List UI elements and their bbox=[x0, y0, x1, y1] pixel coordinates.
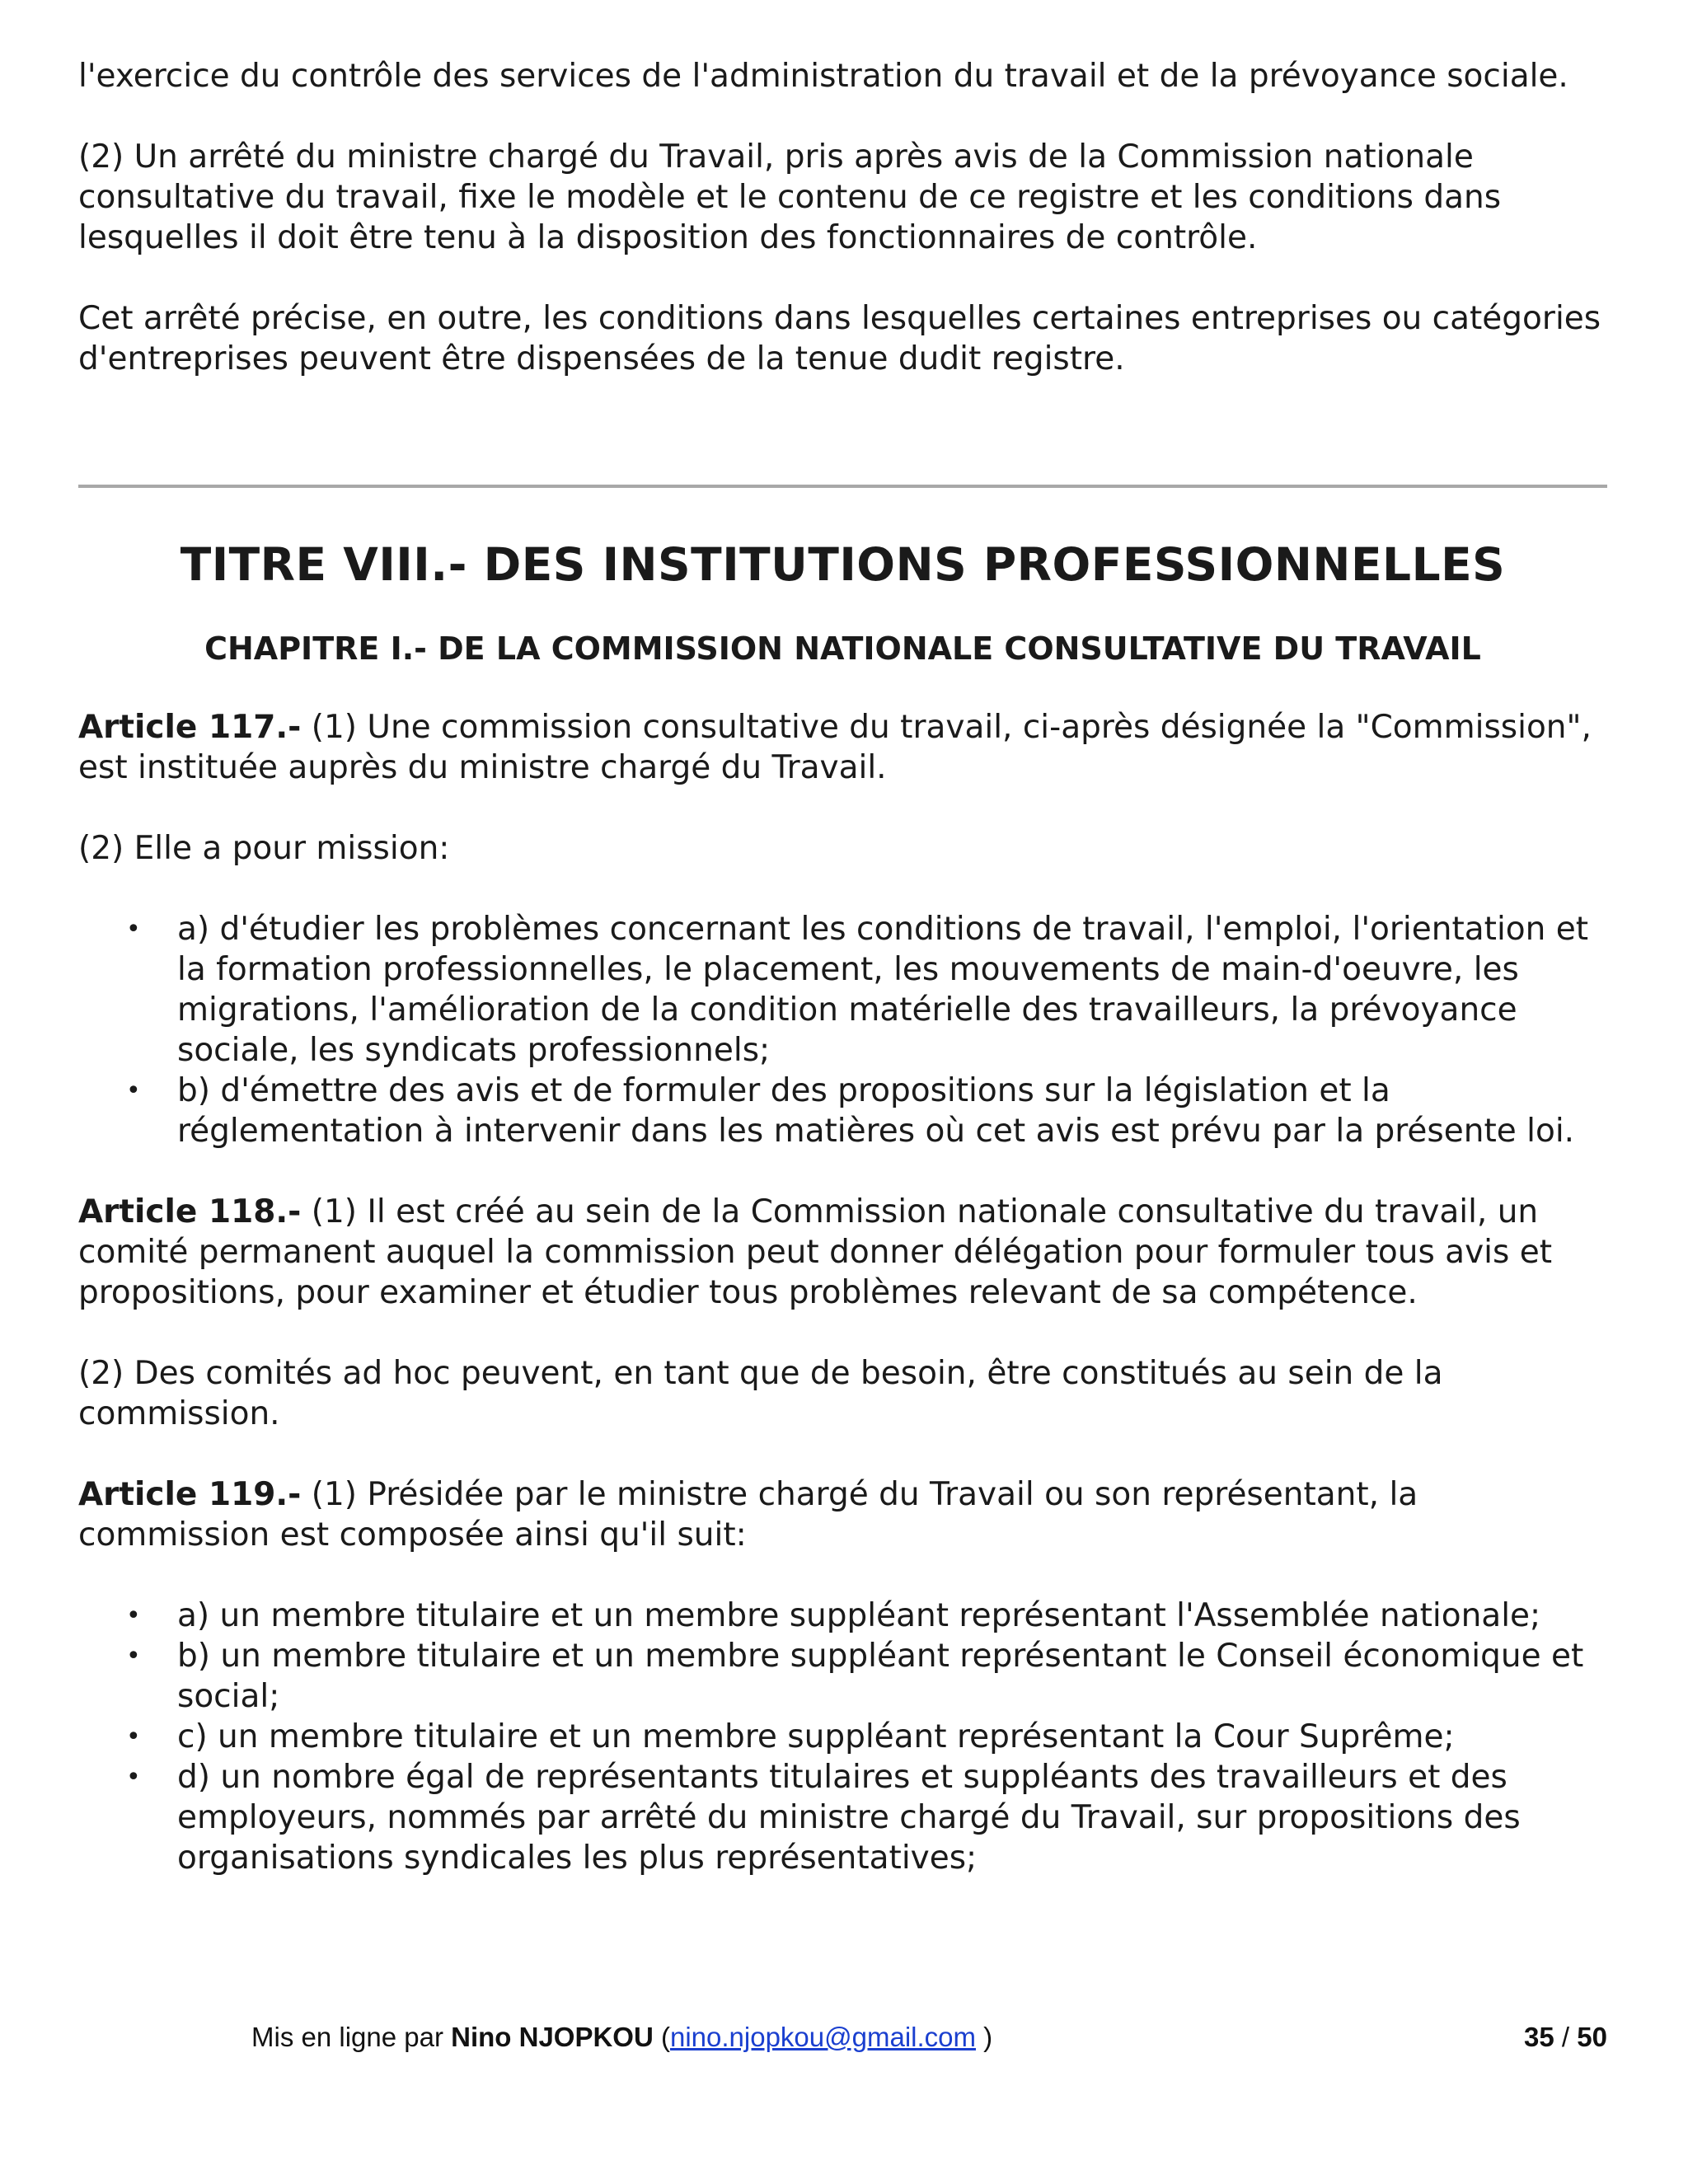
list-item: • b) d'émettre des avis et de formuler des propositions sur la législation et la réglementation à intervenir dans les matières où cet avis est prévu par la présente loi. bbox=[126, 1072, 1575, 1150]
list-item: • b) un membre titulaire et un membre suppléant représentant le Conseil économique et social; bbox=[126, 1638, 1584, 1715]
bullet-icon: • bbox=[126, 1763, 141, 1792]
article-label: Article 119.- bbox=[78, 1476, 302, 1513]
list-item: • a) d'étudier les problèmes concernant les conditions de travail, l'emploi, l'orientation et la formation professionnelles, le placement, les mouvements de main-d'oeuvre, les migrations, l'amélioration de la condition matérielle des travailleurs, la prévoyance sociale, les syndicats professionnels; bbox=[126, 911, 1589, 1069]
bullet-icon: • bbox=[126, 915, 141, 944]
paragraph: l'exercice du contrôle des services de l'administration du travail et de la prévoyance sociale. bbox=[78, 58, 1568, 95]
article-label: Article 117.- bbox=[78, 709, 302, 746]
bullet-icon: • bbox=[126, 1722, 141, 1751]
article-117-p2: (2) Elle a pour mission: bbox=[78, 830, 450, 867]
footer-credit: Mis en ligne par Nino NJOPKOU (nino.njopkou@gmail.com ) bbox=[251, 2022, 993, 2052]
article-117-p1: Article 117.- (1) Une commission consultative du travail, ci-après désignée la "Commission", est instituée auprès du ministre chargé du Travail. bbox=[78, 709, 1592, 786]
author-name: Nino NJOPKOU bbox=[451, 2022, 654, 2052]
titre-heading: TITRE VIII.- DES INSTITUTIONS PROFESSIONNELLES bbox=[180, 538, 1506, 591]
paragraph: Cet arrêté précise, en outre, les conditions dans lesquelles certaines entreprises ou catégories d'entreprises peuvent être dispensées de la tenue dudit registre. bbox=[78, 300, 1601, 377]
page-number: 35 / 50 bbox=[1524, 2022, 1607, 2052]
section-divider bbox=[78, 485, 1607, 488]
article-118-p1: Article 118.- (1) Il est créé au sein de la Commission nationale consultative du travail, un comité permanent auquel la commission peut donner délégation pour formuler tous avis et propositions, pour examiner et étudier tous problèmes relevant de sa compétence. bbox=[78, 1193, 1552, 1311]
chapitre-heading: CHAPITRE I.- DE LA COMMISSION NATIONALE CONSULTATIVE DU TRAVAIL bbox=[204, 630, 1481, 667]
article-label: Article 118.- bbox=[78, 1193, 302, 1230]
article-118-p2: (2) Des comités ad hoc peuvent, en tant que de besoin, être constitués au sein de la commission. bbox=[78, 1355, 1443, 1432]
bullet-icon: • bbox=[126, 1601, 141, 1630]
articles-block bbox=[78, 707, 1607, 1878]
list-item: • a) un membre titulaire et un membre suppléant représentant l'Assemblée nationale; bbox=[126, 1597, 1541, 1634]
article-119-p1: Article 119.- (1) Présidée par le ministre chargé du Travail ou son représentant, la commission est composée ainsi qu'il suit: bbox=[78, 1476, 1418, 1554]
bullet-icon: • bbox=[126, 1076, 141, 1105]
top-text-block bbox=[78, 56, 1607, 379]
bullet-icon: • bbox=[126, 1642, 141, 1671]
article-117-list bbox=[78, 909, 1607, 1151]
list-item: • c) un membre titulaire et un membre suppléant représentant la Cour Suprême; bbox=[126, 1718, 1455, 1755]
article-119-list bbox=[78, 1596, 1607, 1878]
paragraph: (2) Un arrêté du ministre chargé du Travail, pris après avis de la Commission nationale consultative du travail, fixe le modèle et le contenu de ce registre et les conditions dans lesquelles il doit être tenu à la disposition des fonctionnaires de contrôle. bbox=[78, 138, 1502, 256]
list-item: • d) un nombre égal de représentants titulaires et suppléants des travailleurs et des employeurs, nommés par arrêté du ministre chargé du Travail, sur propositions des organisations syndicales les plus représentatives; bbox=[126, 1759, 1521, 1877]
email-link[interactable]: nino.njopkou@gmail.com bbox=[669, 2022, 977, 2052]
